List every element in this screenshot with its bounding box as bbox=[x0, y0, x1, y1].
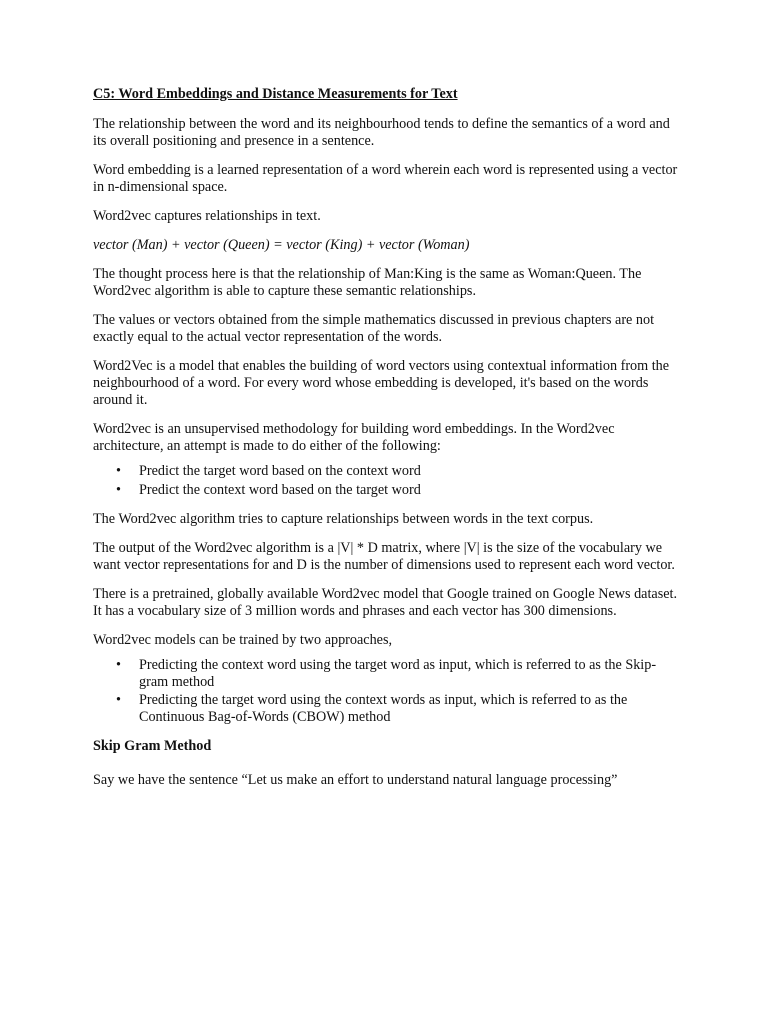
paragraph-12: Say we have the sentence “Let us make an effort to understand natural language processing” bbox=[93, 772, 618, 788]
paragraph-3: Word2vec captures relationships in text. bbox=[93, 208, 321, 224]
list-item bbox=[93, 657, 683, 691]
bullet-list-objectives bbox=[93, 463, 683, 499]
paragraph-11: Word2vec models can be trained by two approaches, bbox=[93, 632, 393, 648]
list-item bbox=[93, 463, 683, 480]
page-title: C5: Word Embeddings and Distance Measurements for Text bbox=[93, 86, 458, 102]
bullet-icon: • bbox=[116, 482, 121, 498]
bullet-icon: • bbox=[116, 692, 121, 708]
list-item-text: Predict the target word based on the context word bbox=[139, 463, 421, 479]
paragraph-7: Word2vec is an unsupervised methodology for building word embeddings. In the Word2vec architecture, an attempt is made to do either of the following: bbox=[93, 421, 615, 454]
paragraph-4: The thought process here is that the relationship of Man:King is the same as Woman:Queen. The Word2vec algorithm is able to capture these semantic relationships. bbox=[93, 266, 642, 299]
paragraph-9: The output of the Word2vec algorithm is a |V| * D matrix, where |V| is the size of the vocabulary we want vector representations for and D is the number of dimensions used to represent each word vector. bbox=[93, 540, 675, 573]
bullet-icon: • bbox=[116, 463, 121, 479]
paragraph-2: Word embedding is a learned representation of a word wherein each word is represented using a vector in n-dimensional space. bbox=[93, 162, 678, 195]
list-item-text: Predicting the context word using the target word as input, which is referred to as the Skip-gram method bbox=[139, 657, 657, 690]
paragraph-1: The relationship between the word and its neighbourhood tends to define the semantics of a word and its overall positioning and presence in a sentence. bbox=[93, 116, 670, 149]
document-page bbox=[93, 86, 683, 801]
paragraph-8: The Word2vec algorithm tries to capture relationships between words in the text corpus. bbox=[93, 511, 594, 527]
list-item-text: Predict the context word based on the target word bbox=[139, 482, 421, 498]
paragraph-10: There is a pretrained, globally available Word2vec model that Google trained on Google News dataset. It has a vocabulary size of 3 million words and phrases and each vector has 300 dimensions. bbox=[93, 586, 678, 619]
list-item bbox=[93, 692, 683, 726]
formula-line: vector (Man) + vector (Queen) = vector (King) + vector (Woman) bbox=[93, 237, 470, 253]
section-heading: Skip Gram Method bbox=[93, 738, 212, 754]
bullet-list-approaches bbox=[93, 657, 683, 726]
list-item-text: Predicting the target word using the context words as input, which is referred to as the Continuous Bag-of-Words (CBOW) method bbox=[139, 692, 628, 725]
bullet-icon: • bbox=[116, 657, 121, 673]
paragraph-6: Word2Vec is a model that enables the building of word vectors using contextual information from the neighbourhood of a word. For every word whose embedding is developed, it's based on the words around it. bbox=[93, 358, 670, 408]
paragraph-5: The values or vectors obtained from the simple mathematics discussed in previous chapters are not exactly equal to the actual vector representation of the words. bbox=[93, 312, 655, 345]
list-item bbox=[93, 482, 683, 499]
